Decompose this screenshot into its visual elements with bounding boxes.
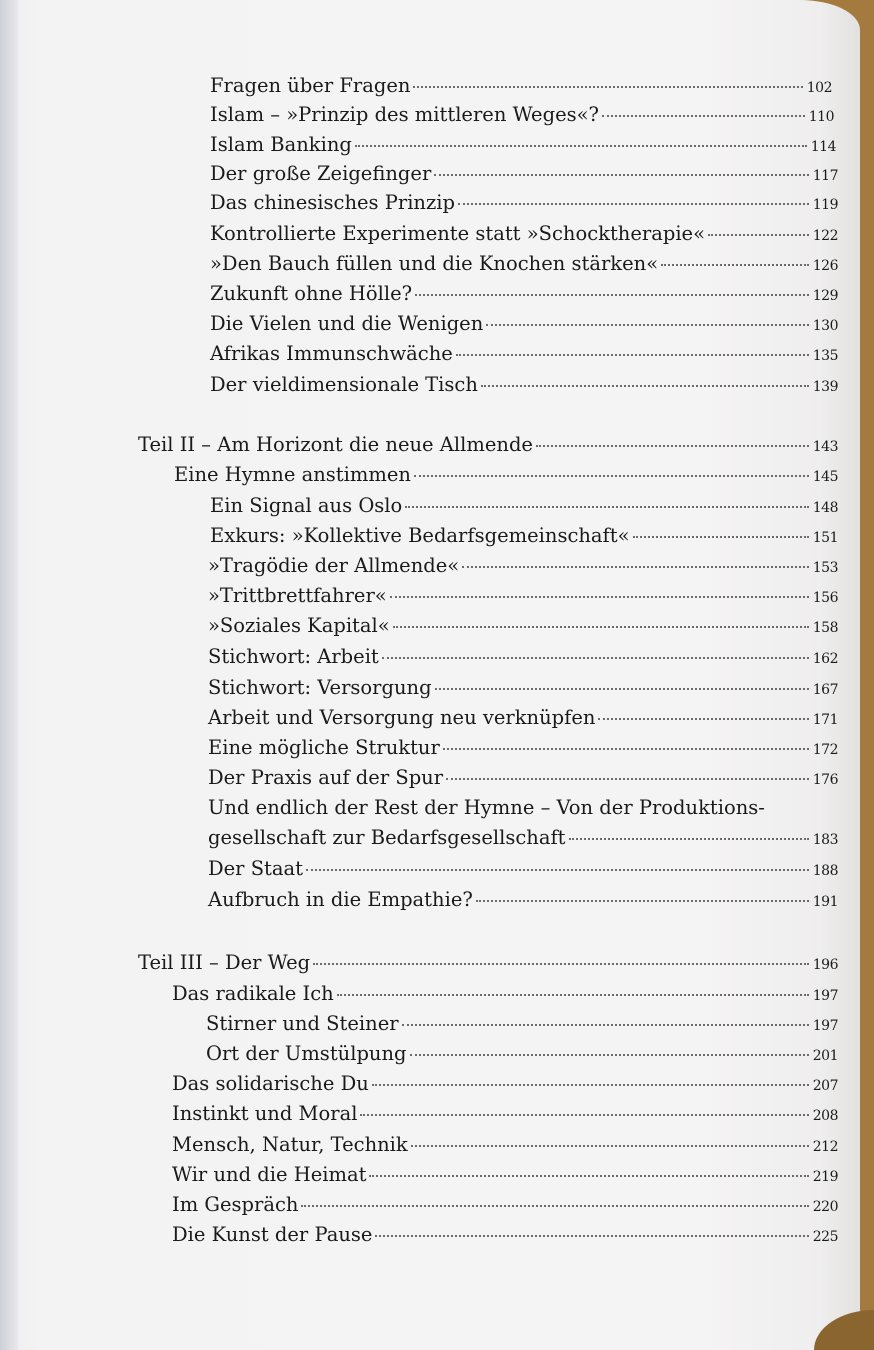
toc-entry-title: Stichwort: Arbeit bbox=[208, 645, 379, 668]
toc-entry bbox=[210, 191, 838, 221]
toc-entry-page: 197 bbox=[812, 1018, 838, 1034]
dot-leader bbox=[413, 86, 802, 88]
toc-entry bbox=[210, 162, 838, 192]
toc-entry-title: Das chinesisches Prinzip bbox=[210, 191, 455, 214]
toc-entry-page: 158 bbox=[812, 620, 838, 636]
toc-entry-title: Instinkt und Moral bbox=[172, 1102, 358, 1125]
toc-entry-title: Mensch, Natur, Technik bbox=[172, 1133, 408, 1156]
toc-entry-page: 122 bbox=[812, 228, 838, 244]
dot-leader bbox=[355, 145, 807, 147]
dot-leader bbox=[372, 1084, 809, 1086]
toc-entry bbox=[208, 645, 838, 675]
toc-entry-title: Wir und die Heimat bbox=[172, 1163, 367, 1186]
toc-entry-page: 156 bbox=[812, 590, 838, 606]
toc-entry-title: Arbeit und Versorgung neu verknüpfen bbox=[208, 706, 596, 729]
dot-leader bbox=[415, 294, 809, 296]
toc-entry bbox=[172, 1133, 838, 1163]
toc-entry bbox=[210, 282, 838, 312]
toc-entry bbox=[206, 1012, 838, 1042]
dot-leader bbox=[393, 626, 809, 628]
toc-entry-title: Teil II – Am Horizont die neue Allmende bbox=[138, 433, 533, 456]
toc-entry bbox=[210, 342, 838, 372]
toc-entry-page: 220 bbox=[812, 1199, 838, 1215]
toc-entry-page: 207 bbox=[812, 1078, 838, 1094]
toc-entry-title: »Trittbrettfahrer« bbox=[208, 584, 387, 607]
toc-entry-title: »Tragödie der Allmende« bbox=[208, 554, 460, 577]
toc-entry-page: 153 bbox=[812, 560, 838, 576]
toc-entry-title: Stirner und Steiner bbox=[206, 1012, 399, 1035]
toc-entry-page: 145 bbox=[812, 469, 838, 485]
toc-entry-title: Eine mögliche Struktur bbox=[208, 736, 440, 759]
toc-entry-title: Zukunft ohne Hölle? bbox=[210, 282, 413, 305]
dot-leader bbox=[598, 718, 808, 720]
toc-entry-page: 197 bbox=[812, 988, 838, 1004]
toc-entry-page: 151 bbox=[812, 530, 838, 546]
toc-entry-page: 102 bbox=[806, 80, 832, 96]
toc-entry bbox=[210, 74, 832, 104]
toc-entry-page: 129 bbox=[812, 288, 838, 304]
dot-leader bbox=[337, 994, 809, 996]
dot-leader bbox=[536, 445, 809, 447]
dot-leader bbox=[375, 1235, 808, 1237]
toc-entry-page: 143 bbox=[812, 439, 838, 455]
toc-entry bbox=[210, 494, 838, 524]
toc-entry-title: Kontrollierte Experimente statt »Schocktherapie« bbox=[210, 222, 706, 245]
toc-entry bbox=[208, 888, 838, 918]
toc-entry-title: Ort der Umstülpung bbox=[206, 1042, 407, 1065]
toc-entry-page: 171 bbox=[812, 712, 838, 728]
dot-leader bbox=[443, 748, 809, 750]
toc-entry bbox=[208, 676, 838, 706]
toc-entry-title: Das solidarische Du bbox=[172, 1072, 369, 1095]
toc-entry-title: Ein Signal aus Oslo bbox=[210, 494, 403, 517]
dot-leader bbox=[569, 838, 809, 840]
dot-leader bbox=[633, 536, 809, 538]
dot-leader bbox=[313, 963, 809, 965]
toc-entry-title: Der Praxis auf der Spur bbox=[208, 766, 444, 789]
toc-entry-title: Der Staat bbox=[208, 857, 303, 880]
toc-entry bbox=[208, 857, 838, 887]
toc-entry-title: Aufbruch in die Empathie? bbox=[208, 888, 473, 911]
toc-entry-title: Im Gespräch bbox=[172, 1193, 299, 1216]
dot-leader bbox=[434, 174, 809, 176]
dot-leader bbox=[382, 657, 809, 659]
toc-entry-page: 126 bbox=[812, 258, 838, 274]
toc-entry-title: Die Kunst der Pause bbox=[172, 1223, 373, 1246]
toc-entry-title: Islam Banking bbox=[210, 133, 352, 156]
toc-entry-page: 117 bbox=[812, 168, 838, 184]
toc-entry-title-line2: gesellschaft zur Bedarfsgesellschaft bbox=[208, 826, 566, 849]
toc-entry-page: 196 bbox=[812, 957, 838, 973]
toc-entry-page: 176 bbox=[812, 772, 838, 788]
dot-leader bbox=[458, 203, 809, 205]
dot-leader bbox=[410, 1054, 809, 1056]
toc-entry bbox=[210, 524, 838, 554]
toc-entry-page: 212 bbox=[812, 1139, 838, 1155]
toc-entry bbox=[172, 982, 838, 1012]
toc-entry-page: 183 bbox=[812, 832, 838, 848]
toc-entry bbox=[172, 1193, 838, 1223]
toc-entry bbox=[210, 103, 834, 133]
toc-entry bbox=[172, 1072, 838, 1102]
dot-leader bbox=[481, 385, 809, 387]
toc-entry-page: 208 bbox=[812, 1108, 838, 1124]
toc-entry bbox=[208, 584, 838, 614]
toc-entry-page: 188 bbox=[812, 863, 838, 879]
toc-entry-page: 114 bbox=[810, 139, 836, 155]
toc-entry-title: Islam – »Prinzip des mittleren Weges«? bbox=[210, 103, 600, 126]
toc-part-heading bbox=[138, 433, 838, 463]
dot-leader bbox=[456, 354, 809, 356]
dot-leader bbox=[462, 566, 809, 568]
toc-entry-page: 110 bbox=[808, 109, 834, 125]
toc-entry-title: Der große Zeigefinger bbox=[210, 162, 432, 185]
toc-entry bbox=[208, 614, 838, 644]
toc-entry-page: 219 bbox=[812, 1169, 838, 1185]
dot-leader bbox=[602, 115, 805, 117]
toc-entry bbox=[208, 766, 838, 796]
toc-entry-page: 201 bbox=[812, 1048, 838, 1064]
toc-entry bbox=[210, 312, 838, 342]
toc-entry-page: 130 bbox=[812, 318, 838, 334]
dot-leader bbox=[306, 869, 809, 871]
toc-entry-page: 172 bbox=[812, 742, 838, 758]
dot-leader bbox=[486, 324, 808, 326]
dot-leader bbox=[360, 1114, 808, 1116]
toc-entry-page: 225 bbox=[812, 1229, 838, 1245]
toc-entry-title: Die Vielen und die Wenigen bbox=[210, 312, 484, 335]
toc-entry-page: 148 bbox=[812, 500, 838, 516]
toc-entry-page: 119 bbox=[812, 197, 838, 213]
toc-entry bbox=[210, 252, 838, 282]
toc-entry-page: 191 bbox=[812, 894, 838, 910]
dot-leader bbox=[405, 506, 808, 508]
dot-leader bbox=[708, 234, 809, 236]
toc-entry bbox=[208, 736, 838, 766]
toc-entry-title: »Den Bauch füllen und die Knochen stärken« bbox=[210, 252, 659, 275]
dot-leader bbox=[402, 1024, 809, 1026]
toc-entry-page: 139 bbox=[812, 379, 838, 395]
dot-leader bbox=[476, 900, 809, 902]
dot-leader bbox=[435, 688, 809, 690]
toc-entry bbox=[208, 554, 838, 584]
toc-entry-page: 135 bbox=[812, 348, 838, 364]
toc-entry-title-line1: Und endlich der Rest der Hymne – Von der Produktions- bbox=[208, 796, 765, 819]
toc-entry bbox=[208, 826, 838, 856]
toc-entry-page: 162 bbox=[812, 651, 838, 667]
dot-leader bbox=[414, 475, 809, 477]
toc-entry bbox=[174, 463, 838, 493]
toc-entry bbox=[210, 222, 838, 252]
toc-part-heading bbox=[138, 951, 838, 981]
toc-entry-title: Exkurs: »Kollektive Bedarfsgemeinschaft« bbox=[210, 524, 630, 547]
toc-entry-title: Der vieldimensionale Tisch bbox=[210, 373, 478, 396]
toc-entry-title: Afrikas Immunschwäche bbox=[210, 342, 453, 365]
toc-entry-title: Eine Hymne anstimmen bbox=[174, 463, 411, 486]
toc-entry bbox=[206, 1042, 838, 1072]
dot-leader bbox=[369, 1175, 808, 1177]
toc-entry-title: Das radikale Ich bbox=[172, 982, 334, 1005]
toc-entry bbox=[172, 1163, 838, 1193]
toc-entry bbox=[208, 706, 838, 736]
toc-entry bbox=[172, 1102, 838, 1132]
dot-leader bbox=[446, 778, 809, 780]
toc-entry-title: Fragen über Fragen bbox=[210, 74, 411, 97]
toc-entry-page: 167 bbox=[812, 682, 838, 698]
dot-leader bbox=[301, 1205, 808, 1207]
dot-leader bbox=[390, 596, 809, 598]
toc-entry bbox=[172, 1223, 838, 1253]
dot-leader bbox=[661, 264, 809, 266]
toc-entry bbox=[210, 373, 838, 403]
toc-entry-title: Teil III – Der Weg bbox=[138, 951, 311, 974]
toc-entry-title: Stichwort: Versorgung bbox=[208, 676, 432, 699]
dot-leader bbox=[411, 1145, 809, 1147]
toc-entry bbox=[210, 133, 836, 163]
toc-entry-title: »Soziales Kapital« bbox=[208, 614, 390, 637]
